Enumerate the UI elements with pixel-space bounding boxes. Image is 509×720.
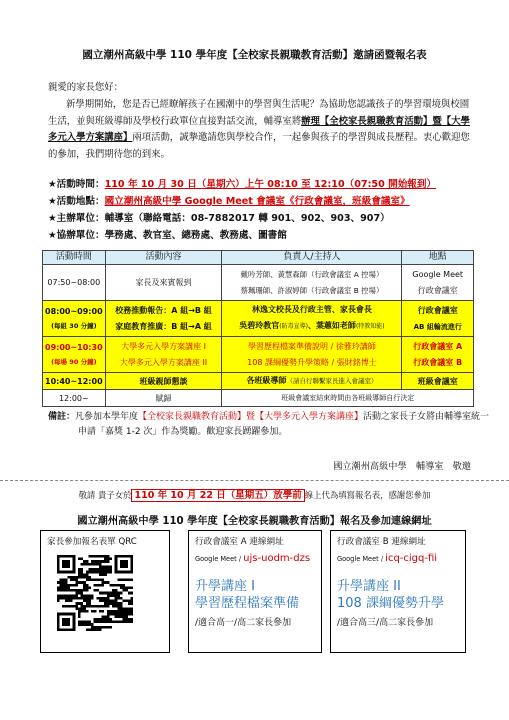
room-b-card: [330, 530, 466, 653]
info-place: ★活動地點：國立潮州高級中學 Google Meet 會議室《行政會議室，班級會議室》: [48, 196, 410, 207]
room-b-meet: Google Meet / icq-cigq-fii: [337, 553, 438, 564]
table-row: 12:00~ 賦歸 班級會議室結束時間由各班級導師自行決定: [43, 390, 474, 407]
lecture-a-topic: 學習歷程檔案準備: [195, 596, 300, 611]
intro-highlight: 辦理【全校家長親職教育活動】暨【大學多元入學方案講座】: [48, 115, 470, 143]
column-header: 活動內容: [105, 251, 222, 265]
info-time: ★活動時間：110 年 10 月 30 日（星期六）上午 08:10 至 12:10（07:50 開始報到）: [48, 179, 437, 190]
column-header: 活動時間: [43, 251, 106, 265]
footnote-highlight: 【全校家長親職教育活動】暨【大學多元入學方案講座】: [138, 412, 364, 422]
room-b-code[interactable]: icq-cigq-fii: [385, 553, 438, 564]
schedule-table: [42, 250, 474, 407]
cut-line: [0, 480, 509, 481]
info-co-host: ★協辦單位：學務處、教官室、總務處、教務處、圖書館: [48, 230, 287, 241]
reply-deadline: 敬請 貴子女於 110 年 10 月 22 日（星期五）放學前 線上代為填寫報名表，感謝您參加: [78, 490, 431, 501]
deadline-date: 110 年 10 月 22 日（星期五）放學前: [131, 489, 304, 502]
room-b-title: 行政會議室 B 連線網址: [337, 537, 426, 547]
table-row: 07:50~08:00 家長及來賓報到 戴吟芳師、黃慧森師（行政會議室 A 控場） 蔡珮珊師、許淑婷師（行政會議室 B 控場） Google Meet 行政會議室: [43, 265, 474, 301]
signature: 國立潮州高級中學 輔導室 敬邀: [333, 461, 471, 472]
event-host: 輔導室（聯絡電話：08-7882017 轉 901、902、903、907）: [104, 213, 390, 224]
page-title: 國立潮州高級中學 110 學年度【全校家長親職教育活動】邀請函暨報名表: [82, 49, 427, 61]
lecture-a-audience: /適合高一/高二家長參加: [195, 618, 292, 628]
event-time: 110 年 10 月 30 日（星期六）上午 08:10 至 12:10（07:50 開始報到）: [104, 179, 437, 190]
room-a-title: 行政會議室 A 連線網址: [195, 537, 284, 547]
room-a-card: [188, 530, 322, 653]
table-row: 08:00~09:00 (每組 30 分鐘) 校務推動報告：A 組→B 組 家庭教育推廣：B 組→A 組 林逸文校長及行政主管、家長會長 吳碧玲教官(防毒宣導)、葉蕙如老師(特教知能) 行政會議室 AB 組輪流進行: [43, 301, 474, 337]
greeting: 親愛的家長您好：: [48, 82, 124, 93]
intro-tail: 兩項活動，誠摯邀請您與學校合作，一起參與孩子的學習與成長歷程。衷心歡迎您的參加，我們期待您的到來。: [48, 132, 470, 160]
lecture-a-name: 升學講座 I: [195, 579, 255, 594]
room-a-code[interactable]: ujs-uodm-dzs: [243, 553, 311, 564]
intro-paragraph: [48, 97, 478, 163]
section-title: 國立潮州高級中學 110 學年度【全校家長親職教育活動】報名及參加連線網址: [77, 516, 432, 527]
registration-qr-code[interactable]: [57, 555, 133, 631]
table-row: 09:00~10:30 (每場 90 分鐘) 大學多元入學方案講座 I 大學多元入學方案講座 II 學習歷程檔案準備說明 / 徐雅玲講師 108 課綱優勢升學策略 / 張財銘博士 行政會議室 A 行政會議室 B: [43, 337, 474, 373]
lecture-b-audience: /適合高三/高二家長參加: [337, 618, 434, 628]
event-place: 國立潮州高級中學 Google Meet 會議室《行政會議室，班級會議室》: [104, 196, 410, 207]
room-a-meet: Google Meet / ujs-uodm-dzs: [195, 553, 311, 564]
table-header-row: [43, 251, 474, 265]
table-row: 10:40~12:00 班級親師懇談 各班級導師（請自行聯繫家長進入會議室） 班級會議室: [43, 373, 474, 390]
qr-card-title: 家長參加報名表單 QRC: [47, 537, 137, 547]
event-co-host: 學務處、教官室、總務處、教務處、圖書館: [104, 230, 287, 241]
intro-text: 新學期開始，您是否已經瞭解孩子在國潮中的學習與生活呢？為協助您認識孩子的學習環境與校園生活，並與班級導師及學校行政單位直接對話交流，輔導室將: [48, 99, 470, 127]
footnote: 備註：凡參加本學年度【全校家長親職教育活動】暨【大學多元入學方案講座】活動之家長子女將由輔導室統一申請「嘉獎 1-2 次」作為獎勵。歡迎家長踴躍參加。: [48, 412, 490, 437]
qr-card: [40, 530, 170, 653]
column-header: 負責人/主持人: [222, 251, 402, 265]
column-header: 地點: [402, 251, 474, 265]
lecture-b-topic: 108 課綱優勢升學: [337, 596, 444, 611]
lecture-b-name: 升學講座 II: [337, 579, 401, 594]
info-host: ★主辦單位：輔導室（聯絡電話：08-7882017 轉 901、902、903、907）: [48, 213, 390, 224]
